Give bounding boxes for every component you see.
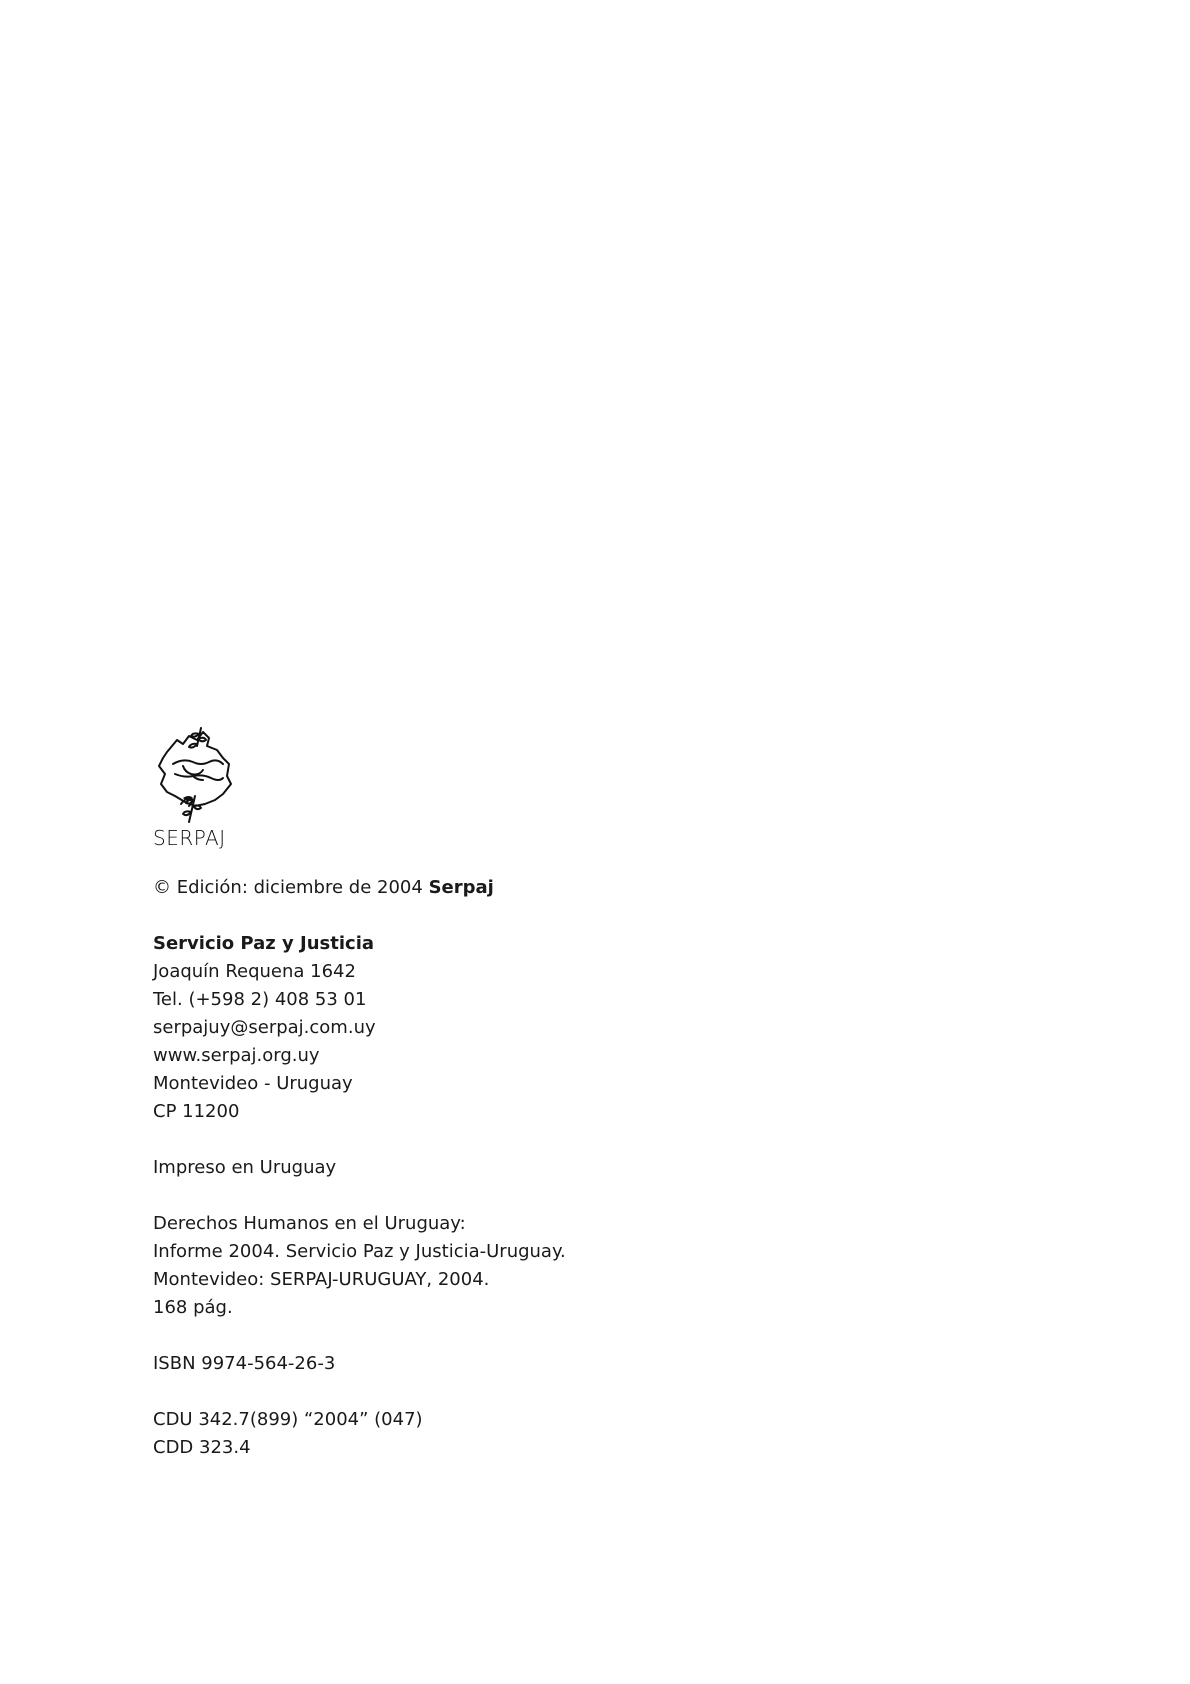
serpaj-hands-dove-icon [153,726,235,826]
contact-city: Montevideo - Uruguay [153,1073,353,1094]
edition-line [153,874,673,902]
contact-address: Joaquín Requena 1642 [153,961,356,982]
edition-org: Serpaj [428,877,494,898]
isbn: ISBN 9974-564-26-3 [153,1353,336,1374]
logo-text: SERPAJ [153,826,226,850]
citation-line-2: Informe 2004. Servicio Paz y Justicia-Uruguay. [153,1241,566,1262]
contact-postal: CP 11200 [153,1101,240,1122]
citation-line-3: Montevideo: SERPAJ-URUGUAY, 2004. [153,1269,490,1290]
cdd-code: CDD 323.4 [153,1437,251,1458]
colophon [153,726,673,1462]
serpaj-logo [153,726,273,850]
contact-email: serpajuy@serpaj.com.uy [153,1017,376,1038]
edition-prefix: © Edición: diciembre de 2004 [153,877,423,898]
printed-in: Impreso en Uruguay [153,1157,337,1178]
contact-name: Servicio Paz y Justicia [153,933,375,954]
contact-phone: Tel. (+598 2) 408 53 01 [153,989,367,1010]
contact-web: www.serpaj.org.uy [153,1045,320,1066]
citation-line-4: 168 pág. [153,1297,233,1318]
cdu-code: CDU 342.7(899) “2004” (047) [153,1409,423,1430]
citation-line-1: Derechos Humanos en el Uruguay: [153,1213,466,1234]
